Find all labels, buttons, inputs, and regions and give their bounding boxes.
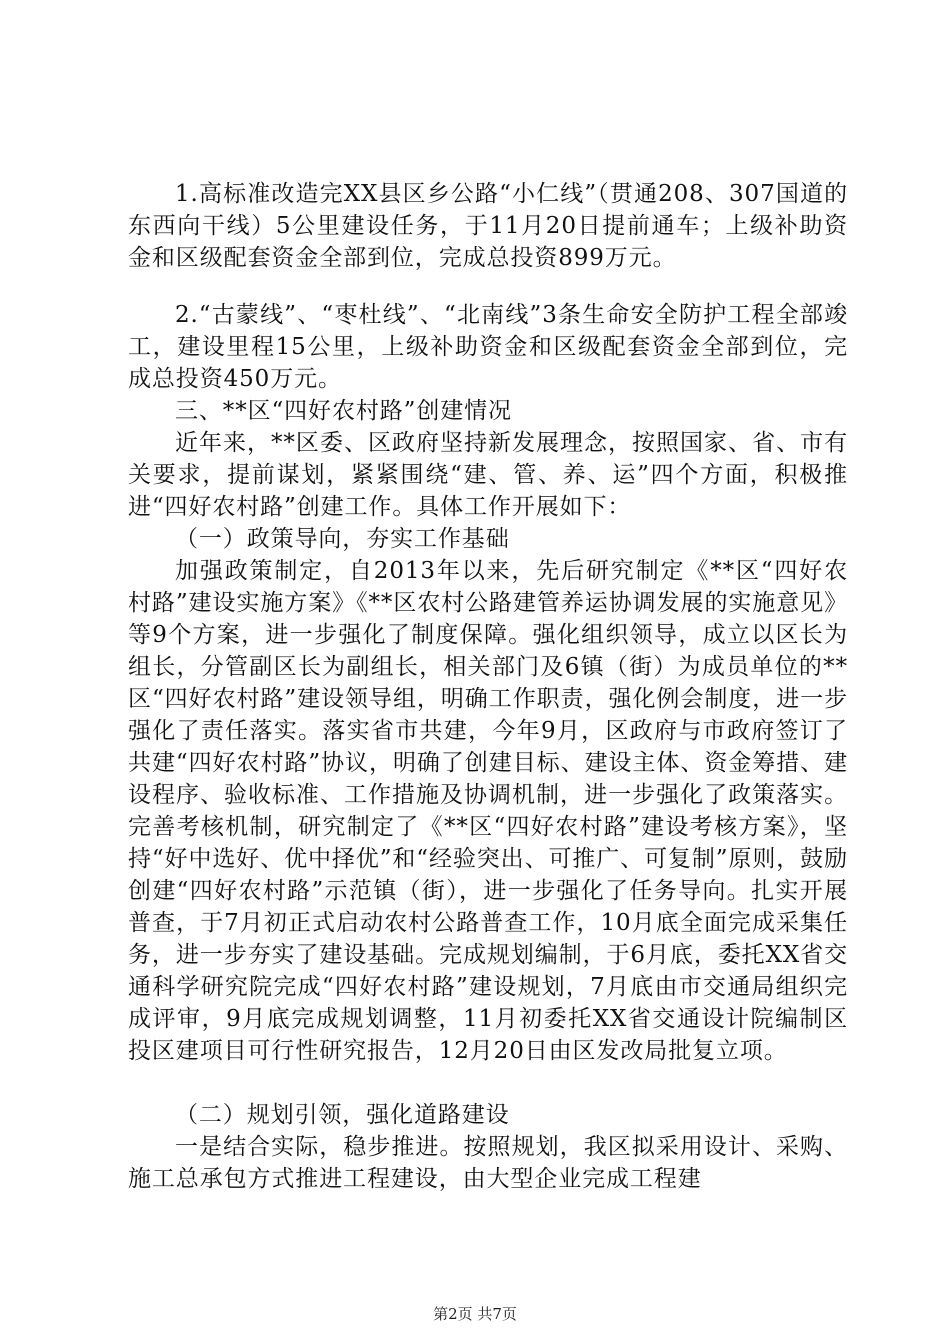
subheading-policy: （一）政策导向，夯实工作基础 <box>175 526 510 552</box>
section-heading-3: 三、**区“四好农村路”创建情况 <box>175 398 512 424</box>
page-number-footer: 第2页 共7页 <box>433 1305 517 1323</box>
policy-paragraph: 加强政策制定，自2013年以来，先后研究制定《**区“四好农村路”建设实施方案》《**区农村公路建管养运协调发展的实施意见》等9个方案，进一步强化了制度保障。强化组织领导，成立以区长为组长，分管副区长为副组长，相关部门及6镇（街）为成员单位的**区“四好农村路”建设领导组，明确工作职责，强化例会制度，进一步强化了责任落实。落实省市共建，今年9月，区政府与市政府签订了共建“四好农村路”协议，明确了创建目标、建设主体、资金筹措、建设程序、验收标准、工作措施及协调机制，进一步强化了政策落实。完善考核机制，研究制定了《**区“四好农村路”建设考核方案》，坚持“好中选好、优中择优”和“经验突出、可推广、可复制”原则，鼓励创建“四好农村路”示范镇（街），进一步强化了任务导向。扎实开展普查，于7月初正式启动农村公路普查工作，10月底全面完成采集任务，进一步夯实了建设基础。完成规划编制，于6月底，委托XX省交通科学研究院完成“四好农村路”建设规划，7月底由市交通局组织完成评审，9月底完成规划调整，11月初委托XX省交通设计院编制区投区建项目可行性研究报告，12月20日由区发改局批复立项。 <box>128 558 848 1064</box>
paragraph-item-2: 2.“古蒙线”、“枣杜线”、“北南线”3条生命安全防护工程全部竣工，建设里程15公里，上级补助资金和区级配套资金全部到位，完成总投资450万元。 <box>128 302 848 392</box>
intro-paragraph: 近年来，**区委、区政府坚持新发展理念，按照国家、省、市有关要求，提前谋划，紧紧围绕“建、管、养、运”四个方面，积极推进“四好农村路”创建工作。具体工作开展如下： <box>128 430 848 520</box>
subheading-planning: （二）规划引领，强化道路建设 <box>175 1102 510 1128</box>
paragraph-item-1: 1.高标准改造完XX县区乡公路“小仁线”（贯通208、307国道的东西向干线）5公里建设任务，于11月20日提前通车；上级补助资金和区级配套资金全部到位，完成总投资899万元。 <box>128 181 848 271</box>
planning-paragraph: 一是结合实际，稳步推进。按照规划，我区拟采用设计、采购、施工总承包方式推进工程建设，由大型企业完成工程建 <box>128 1134 848 1192</box>
